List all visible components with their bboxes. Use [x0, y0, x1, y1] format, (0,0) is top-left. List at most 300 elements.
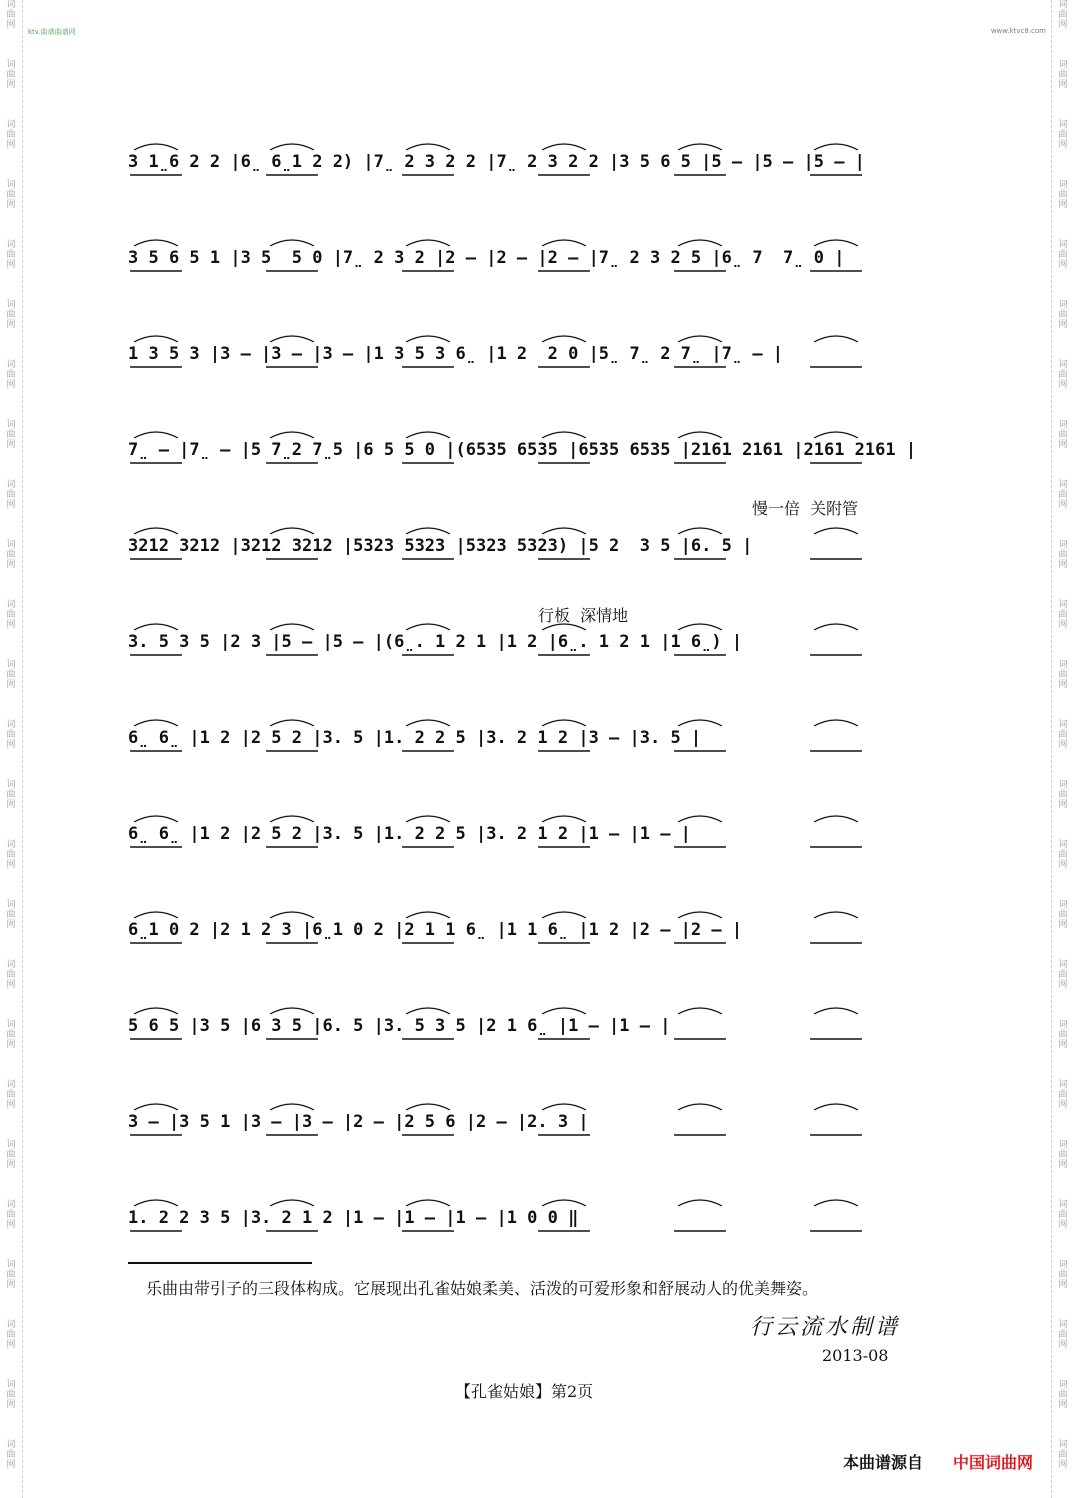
watermark-char: 网 — [6, 380, 16, 390]
slur-arc — [542, 912, 586, 918]
watermark-char: 网 — [6, 680, 16, 690]
watermark-char: 网 — [1058, 320, 1068, 330]
score-line-notes: 3. 5 3 5 |2 3 |5 – |5 – |(6̤. 1 2 1 |1 2 |6̤. 1 2 1 |1 6̤) | — [128, 632, 743, 652]
slur-arc — [406, 720, 450, 726]
slur-arc — [270, 144, 314, 150]
slur-arc — [270, 336, 314, 342]
watermark-char: 词 — [6, 120, 16, 130]
slur-arc — [270, 1200, 314, 1206]
slur-arc — [814, 816, 858, 822]
footnote-rule — [128, 1262, 312, 1264]
watermark-char: 网 — [1058, 1160, 1068, 1170]
watermark-char: 网 — [6, 1160, 16, 1170]
watermark-block — [4, 180, 18, 210]
watermark-block — [4, 1020, 18, 1050]
watermark-char: 网 — [6, 140, 16, 150]
watermark-char: 词 — [1058, 240, 1068, 250]
score-line — [126, 528, 946, 608]
slur-arc — [134, 1200, 178, 1206]
watermark-char: 曲 — [6, 850, 16, 860]
watermark-block — [4, 1320, 18, 1350]
slur-arc — [678, 1104, 722, 1110]
header-right-text: www.ktvc8.com — [990, 27, 1046, 35]
watermark-char: 词 — [6, 0, 16, 10]
page-label: 【孔雀姑娘】第2页 — [455, 1382, 594, 1401]
slur-arc — [814, 1200, 858, 1206]
watermark-block — [1056, 300, 1070, 330]
watermark-char: 网 — [6, 1040, 16, 1050]
slur-arc — [678, 624, 722, 630]
slur-arc — [406, 1200, 450, 1206]
watermark-block — [4, 960, 18, 990]
watermark-char: 词 — [1058, 600, 1068, 610]
slur-arc — [270, 528, 314, 534]
watermark-block — [4, 300, 18, 330]
watermark-block — [4, 480, 18, 510]
watermark-char: 曲 — [1058, 790, 1068, 800]
watermark-char: 词 — [6, 1320, 16, 1330]
watermark-char: 网 — [6, 1400, 16, 1410]
score-line-notes: 6̤1 0 2 |2 1 2 3 |6̤1 0 2 |2 1 1 6̤ |1 1 6̤ |1 2 |2 – |2 – | — [128, 920, 743, 940]
slur-arc — [270, 912, 314, 918]
slur-arc — [814, 1104, 858, 1110]
watermark-block — [1056, 660, 1070, 690]
watermark-char: 曲 — [1058, 250, 1068, 260]
score-line-markings — [126, 1104, 946, 1184]
watermark-char: 曲 — [1058, 1390, 1068, 1400]
slur-arc — [814, 1008, 858, 1014]
watermark-char: 词 — [6, 420, 16, 430]
slur-arc — [678, 1200, 722, 1206]
watermark-char: 曲 — [6, 490, 16, 500]
watermark-char: 网 — [1058, 740, 1068, 750]
watermark-char: 网 — [6, 740, 16, 750]
left-watermark-strip — [4, 0, 18, 1498]
watermark-char: 曲 — [1058, 730, 1068, 740]
watermark-char: 网 — [1058, 20, 1068, 30]
watermark-block — [1056, 1080, 1070, 1110]
score-line-markings — [126, 1008, 946, 1088]
slur-arc — [678, 720, 722, 726]
watermark-char: 词 — [1058, 780, 1068, 790]
watermark-char: 曲 — [6, 910, 16, 920]
watermark-char: 网 — [1058, 1280, 1068, 1290]
score-line-notes: 1. 2 2 3 5 |3. 2 1 2 |1 – |1 – |1 – |1 0 0 ‖ — [128, 1208, 579, 1228]
watermark-char: 词 — [1058, 900, 1068, 910]
watermark-char: 网 — [1058, 1100, 1068, 1110]
slur-arc — [406, 624, 450, 630]
transcriber-signature: 行云流水制谱 — [750, 1315, 901, 1340]
watermark-char: 曲 — [1058, 190, 1068, 200]
slur-arc — [678, 144, 722, 150]
watermark-char: 网 — [6, 1460, 16, 1470]
watermark-char: 词 — [1058, 660, 1068, 670]
watermark-block — [4, 840, 18, 870]
watermark-char: 网 — [1058, 860, 1068, 870]
slur-arc — [814, 912, 858, 918]
watermark-char: 网 — [1058, 1220, 1068, 1230]
watermark-block — [4, 600, 18, 630]
watermark-char: 曲 — [6, 310, 16, 320]
left-margin-rule — [22, 0, 23, 1498]
watermark-char: 词 — [1058, 480, 1068, 490]
watermark-char: 网 — [1058, 1400, 1068, 1410]
watermark-char: 词 — [6, 1440, 16, 1450]
transcription-date: 2013-08 — [822, 1346, 889, 1365]
slur-arc — [270, 720, 314, 726]
score-line-notes: 3212 3212 |3212 3212 |5323 5323 |5323 5323) |5 2 3 5 |6. 5 | — [128, 536, 753, 556]
slur-arc — [406, 432, 450, 438]
watermark-char: 词 — [1058, 1320, 1068, 1330]
watermark-char: 网 — [6, 440, 16, 450]
watermark-block — [4, 0, 18, 30]
slur-arc — [814, 624, 858, 630]
slur-arc — [406, 144, 450, 150]
score-line — [126, 1104, 946, 1184]
watermark-char: 网 — [6, 80, 16, 90]
slur-arc — [270, 1104, 314, 1110]
score-line-notes: 6̤ 6̤ |1 2 |2 5 2 |3. 5 |1. 2 2 5 |3. 2 1 2 |3 – |3. 5 | — [128, 728, 702, 748]
watermark-char: 曲 — [1058, 550, 1068, 560]
slur-arc — [270, 240, 314, 246]
watermark-char: 词 — [6, 1380, 16, 1390]
watermark-char: 曲 — [6, 1150, 16, 1160]
watermark-char: 网 — [1058, 1460, 1068, 1470]
watermark-block — [1056, 1140, 1070, 1170]
watermark-block — [1056, 720, 1070, 750]
slur-arc — [678, 528, 722, 534]
score-line — [126, 1008, 946, 1088]
slur-arc — [134, 432, 178, 438]
header-left-text: ktv.曲谱曲谱网 — [28, 28, 76, 36]
watermark-char: 词 — [1058, 120, 1068, 130]
watermark-block — [1056, 180, 1070, 210]
watermark-char: 词 — [6, 960, 16, 970]
watermark-block — [4, 120, 18, 150]
watermark-char: 词 — [6, 1140, 16, 1150]
watermark-char: 曲 — [1058, 970, 1068, 980]
watermark-block — [1056, 780, 1070, 810]
watermark-char: 曲 — [1058, 1150, 1068, 1160]
watermark-block — [1056, 1260, 1070, 1290]
score-line-markings — [126, 336, 946, 416]
watermark-char: 词 — [1058, 960, 1068, 970]
slur-arc — [542, 1200, 586, 1206]
watermark-block — [4, 540, 18, 570]
watermark-block — [1056, 1200, 1070, 1230]
slur-arc — [678, 816, 722, 822]
slur-arc — [134, 816, 178, 822]
watermark-block — [4, 240, 18, 270]
watermark-char: 网 — [1058, 920, 1068, 930]
right-margin-rule — [1051, 0, 1052, 1498]
watermark-char: 网 — [1058, 380, 1068, 390]
tempo-slow-annotation: 慢一倍 关附管 — [752, 499, 859, 518]
score-line-notes: 1 3 5 3 |3 – |3 – |3 – |1 3 5 3 6̤ |1 2 2 0 |5̤ 7̤ 2 7̤ |7̤ – | — [128, 344, 784, 364]
watermark-char: 词 — [1058, 60, 1068, 70]
slur-arc — [406, 816, 450, 822]
score-line-markings — [126, 432, 946, 512]
score-line — [126, 240, 946, 320]
slur-arc — [406, 1008, 450, 1014]
watermark-char: 网 — [1058, 500, 1068, 510]
score-line-notes: 6̤ 6̤ |1 2 |2 5 2 |3. 5 |1. 2 2 5 |3. 2 1 2 |1 – |1 – | — [128, 824, 691, 844]
watermark-block — [1056, 1440, 1070, 1470]
watermark-char: 网 — [6, 920, 16, 930]
slur-arc — [134, 528, 178, 534]
slur-arc — [542, 720, 586, 726]
piece-description: 乐曲由带引子的三段体构成。它展现出孔雀姑娘柔美、活泼的可爱形象和舒展动人的优美舞姿。 — [146, 1279, 819, 1298]
watermark-block — [4, 1080, 18, 1110]
watermark-char: 曲 — [1058, 910, 1068, 920]
slur-arc — [134, 720, 178, 726]
watermark-char: 网 — [6, 500, 16, 510]
score-line-markings — [126, 1200, 946, 1280]
watermark-char: 曲 — [6, 70, 16, 80]
score-line-notes: 5 6 5 |3 5 |6 3 5 |6. 5 |3. 5 3 5 |2 1 6̤ |1 – |1 – | — [128, 1016, 671, 1036]
watermark-char: 网 — [1058, 1340, 1068, 1350]
slur-arc — [270, 816, 314, 822]
watermark-char: 词 — [6, 540, 16, 550]
watermark-char: 词 — [6, 780, 16, 790]
watermark-block — [1056, 1320, 1070, 1350]
slur-arc — [542, 1008, 586, 1014]
watermark-block — [4, 60, 18, 90]
score-line-markings — [126, 624, 946, 704]
slur-arc — [406, 336, 450, 342]
slur-arc — [678, 1008, 722, 1014]
slur-arc — [134, 336, 178, 342]
watermark-char: 网 — [1058, 620, 1068, 630]
score-line-markings — [126, 720, 946, 800]
watermark-block — [1056, 480, 1070, 510]
watermark-char: 词 — [6, 1020, 16, 1030]
watermark-block — [1056, 540, 1070, 570]
watermark-block — [4, 1440, 18, 1470]
slur-arc — [542, 240, 586, 246]
slur-arc — [542, 528, 586, 534]
watermark-block — [1056, 840, 1070, 870]
watermark-char: 词 — [6, 600, 16, 610]
slur-arc — [814, 144, 858, 150]
watermark-char: 曲 — [1058, 670, 1068, 680]
slur-arc — [134, 144, 178, 150]
source-label: 本曲谱源自 — [843, 1453, 924, 1472]
slur-arc — [542, 336, 586, 342]
score-line-notes: 3 5 6 5 1 |3 5 5 0 |7̤ 2 3 2 |2 – |2 – |2 – |7̤ 2 3 2 5 |6̤ 7 7̤ 0 | — [128, 248, 845, 268]
watermark-block — [1056, 420, 1070, 450]
watermark-char: 曲 — [6, 1390, 16, 1400]
score-line — [126, 624, 946, 704]
watermark-char: 曲 — [6, 250, 16, 260]
watermark-char: 曲 — [1058, 1030, 1068, 1040]
watermark-char: 网 — [6, 200, 16, 210]
slur-arc — [542, 816, 586, 822]
watermark-block — [4, 780, 18, 810]
score-line — [126, 912, 946, 992]
watermark-block — [4, 1140, 18, 1170]
watermark-char: 曲 — [1058, 1270, 1068, 1280]
watermark-block — [4, 660, 18, 690]
watermark-char: 网 — [6, 980, 16, 990]
watermark-char: 网 — [1058, 260, 1068, 270]
watermark-block — [1056, 600, 1070, 630]
slur-arc — [678, 432, 722, 438]
watermark-block — [1056, 900, 1070, 930]
slur-arc — [134, 912, 178, 918]
watermark-char: 词 — [1058, 1380, 1068, 1390]
watermark-char: 曲 — [1058, 1450, 1068, 1460]
watermark-block — [1056, 0, 1070, 30]
watermark-char: 曲 — [6, 1270, 16, 1280]
slur-arc — [678, 912, 722, 918]
slur-arc — [134, 240, 178, 246]
watermark-char: 网 — [1058, 1040, 1068, 1050]
watermark-char: 曲 — [1058, 1330, 1068, 1340]
watermark-char: 曲 — [1058, 310, 1068, 320]
slur-arc — [406, 528, 450, 534]
watermark-char: 词 — [6, 240, 16, 250]
watermark-char: 曲 — [1058, 370, 1068, 380]
watermark-char: 曲 — [6, 130, 16, 140]
watermark-char: 词 — [1058, 360, 1068, 370]
watermark-char: 曲 — [6, 370, 16, 380]
watermark-char: 曲 — [1058, 1210, 1068, 1220]
slur-arc — [814, 720, 858, 726]
slur-arc — [406, 912, 450, 918]
watermark-char: 词 — [1058, 0, 1068, 10]
watermark-char: 曲 — [6, 430, 16, 440]
slur-arc — [814, 432, 858, 438]
watermark-char: 词 — [1058, 180, 1068, 190]
watermark-char: 曲 — [6, 190, 16, 200]
watermark-char: 曲 — [6, 1090, 16, 1100]
slur-arc — [678, 336, 722, 342]
score-line-markings — [126, 144, 946, 224]
watermark-char: 词 — [1058, 840, 1068, 850]
watermark-char: 词 — [6, 180, 16, 190]
watermark-char: 网 — [1058, 980, 1068, 990]
watermark-char: 词 — [1058, 1140, 1068, 1150]
score-line-notes: 7̤ – |7̤ – |5 7̤2 7̤5 |6 5 5 0 |(6535 6535 |6535 6535 |2161 2161 |2161 2161 | — [128, 440, 917, 460]
watermark-char: 词 — [1058, 300, 1068, 310]
watermark-block — [1056, 240, 1070, 270]
watermark-block — [4, 900, 18, 930]
watermark-char: 网 — [6, 860, 16, 870]
slur-arc — [814, 336, 858, 342]
watermark-block — [1056, 1020, 1070, 1050]
score-line-markings — [126, 912, 946, 992]
watermark-char: 曲 — [1058, 130, 1068, 140]
slur-arc — [542, 624, 586, 630]
watermark-char: 词 — [6, 1260, 16, 1270]
watermark-char: 网 — [6, 260, 16, 270]
score-line — [126, 720, 946, 800]
watermark-block — [1056, 360, 1070, 390]
score-line-markings — [126, 240, 946, 320]
slur-arc — [134, 624, 178, 630]
score-line-markings — [126, 816, 946, 896]
watermark-char: 网 — [6, 1220, 16, 1230]
watermark-block — [4, 420, 18, 450]
watermark-block — [4, 1380, 18, 1410]
watermark-block — [4, 720, 18, 750]
watermark-char: 曲 — [6, 1210, 16, 1220]
slur-arc — [814, 240, 858, 246]
watermark-char: 网 — [1058, 680, 1068, 690]
watermark-char: 网 — [6, 800, 16, 810]
watermark-char: 曲 — [6, 1030, 16, 1040]
watermark-char: 网 — [1058, 200, 1068, 210]
score-line — [126, 336, 946, 416]
source-brand-link[interactable]: 中国词曲网 — [953, 1453, 1034, 1472]
watermark-char: 网 — [1058, 560, 1068, 570]
slur-arc — [678, 240, 722, 246]
watermark-char: 网 — [1058, 80, 1068, 90]
watermark-char: 词 — [6, 660, 16, 670]
watermark-char: 曲 — [6, 1450, 16, 1460]
watermark-char: 曲 — [6, 10, 16, 20]
score-line — [126, 816, 946, 896]
watermark-char: 曲 — [6, 970, 16, 980]
watermark-char: 曲 — [6, 790, 16, 800]
watermark-char: 网 — [1058, 140, 1068, 150]
watermark-char: 词 — [6, 1200, 16, 1210]
score-line-notes: 3 – |3 5 1 |3 – |3 – |2 – |2 5 6 |2 – |2. 3 | — [128, 1112, 589, 1132]
watermark-char: 曲 — [1058, 70, 1068, 80]
watermark-char: 词 — [1058, 1440, 1068, 1450]
watermark-char: 网 — [6, 1280, 16, 1290]
watermark-char: 曲 — [1058, 850, 1068, 860]
watermark-char: 曲 — [6, 610, 16, 620]
watermark-block — [1056, 960, 1070, 990]
watermark-char: 曲 — [6, 670, 16, 680]
score-line-markings — [126, 528, 946, 608]
slur-arc — [542, 144, 586, 150]
watermark-char: 词 — [6, 1080, 16, 1090]
score-line-notes: 3 1̤6 2 2 |6̤ 6̤1 2 2) |7̤ 2 3 2 2 |7̤ 2 3 2 2 |3 5 6 5 |5 – |5 – |5 – | — [128, 152, 865, 172]
watermark-char: 词 — [6, 480, 16, 490]
watermark-char: 曲 — [1058, 610, 1068, 620]
watermark-char: 曲 — [6, 730, 16, 740]
right-watermark-strip — [1056, 0, 1070, 1498]
slur-arc — [814, 528, 858, 534]
slur-arc — [134, 1104, 178, 1110]
watermark-char: 网 — [6, 1340, 16, 1350]
watermark-char: 词 — [1058, 720, 1068, 730]
watermark-char: 曲 — [1058, 1090, 1068, 1100]
tempo-andante-annotation: 行板 深情地 — [538, 606, 629, 625]
watermark-char: 网 — [6, 320, 16, 330]
watermark-char: 曲 — [1058, 430, 1068, 440]
watermark-char: 曲 — [1058, 10, 1068, 20]
watermark-char: 网 — [6, 560, 16, 570]
watermark-block — [4, 360, 18, 390]
slur-arc — [270, 624, 314, 630]
watermark-char: 词 — [6, 900, 16, 910]
slur-arc — [270, 1008, 314, 1014]
watermark-char: 词 — [6, 60, 16, 70]
watermark-char: 词 — [1058, 1020, 1068, 1030]
watermark-char: 网 — [6, 620, 16, 630]
watermark-char: 词 — [1058, 420, 1068, 430]
watermark-block — [1056, 120, 1070, 150]
watermark-char: 词 — [6, 360, 16, 370]
watermark-char: 词 — [6, 720, 16, 730]
watermark-char: 词 — [1058, 1200, 1068, 1210]
watermark-char: 词 — [6, 300, 16, 310]
score-line — [126, 144, 946, 224]
